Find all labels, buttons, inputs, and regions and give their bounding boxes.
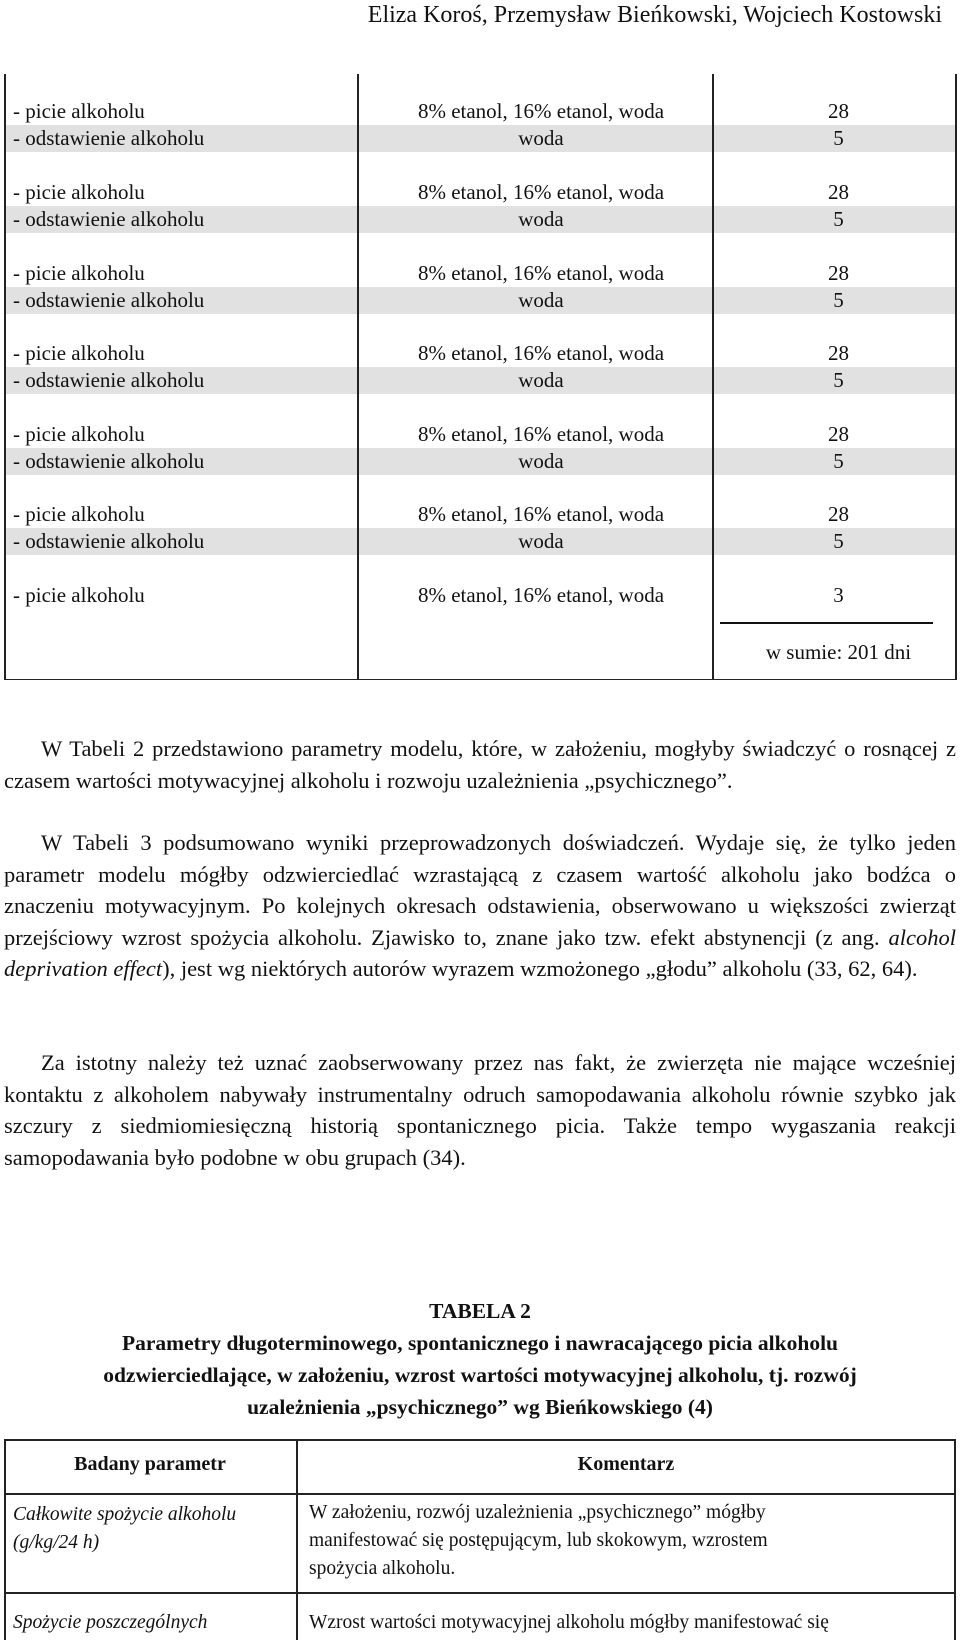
paragraph-text: ), jest wg niektórych autorów wyrazem wzmożonego „głodu” alkoholu (33, 62, 64). [162,956,918,981]
phase-cell: - picie alkoholu [13,583,145,607]
paragraph-text: W Tabeli 3 podsumowano wyniki przeprowadzonych doświadczeń. Wydaje się, że tylko jeden parametr modelu mógłby odzwierciedlać wzrastającą z czasem wartość alkoholu jako bodźca o znaczeniu motywacyjnym. Po kolejnych okresach odstawienia, obserwowano u większości zwierząt przejściowy wzrost spożycia alkoholu. Zjawisko to, znane jako tzw. efekt abstynencji (z ang. [4,830,956,950]
table-title-line: uzależnienia „psychicznego” wg Bieńkowskiego (4) [247,1395,713,1419]
paragraph [4,827,956,985]
parameter-cell: (g/kg/24 h) [13,1532,100,1553]
days-cell: 28 [828,99,849,123]
fluids-cell: woda [518,288,564,312]
fluids-cell: 8% etanol, 16% etanol, woda [417,422,665,446]
days-cell: 5 [833,449,844,473]
phase-cell: - picie alkoholu [13,261,145,285]
phase-cell: - odstawienie alkoholu [13,529,205,553]
fluids-cell: woda [518,449,564,473]
table-header-divider [4,1493,956,1495]
table-row [4,528,957,555]
parameter-cell: Spożycie poszczególnych [13,1612,208,1633]
fluids-cell: woda [518,207,564,231]
parameter-cell: Całkowite spożycie alkoholu [13,1504,237,1525]
table-title-line: odzwierciedlające, w założeniu, wzrost wartości motywacyjnej alkoholu, tj. rozwój [103,1363,857,1387]
table-row [4,260,957,287]
phase-cell: - picie alkoholu [13,422,145,446]
fluids-cell: 8% etanol, 16% etanol, woda [417,341,665,365]
table-row [4,421,957,448]
fluids-cell: 8% etanol, 16% etanol, woda [417,502,665,526]
page-header-authors: Eliza Koroś, Przemysław Bieńkowski, Wojciech Kostowski [367,2,942,28]
days-cell: 5 [833,529,844,553]
days-cell: 28 [828,502,849,526]
fluids-cell: 8% etanol, 16% etanol, woda [417,583,665,607]
table-row [4,179,957,206]
days-cell: 28 [828,180,849,204]
paragraph-italic-term: alcohol deprivation effect [4,924,956,981]
table-border-bottom [4,679,957,681]
days-cell: 5 [833,126,844,150]
days-cell: 3 [833,583,844,607]
table-row [4,582,957,609]
fluids-cell: woda [518,529,564,553]
phase-cell: - odstawienie alkoholu [13,126,205,150]
fluids-cell: 8% etanol, 16% etanol, woda [417,99,665,123]
table-row-divider [4,1592,956,1594]
table-row [4,287,957,314]
phase-cell: - odstawienie alkoholu [13,368,205,392]
comment-cell: Wzrost wartości motywacyjnej alkoholu mógłby manifestować się [309,1612,829,1633]
table-row [4,448,957,475]
paragraph-text: Za istotny należy też uznać zaobserwowany przez nas fakt, że zwierzęta nie mające wcześniej kontaktu z alkoholem nabywały instrumentalny odruch samopodawania alkoholu równie szybko jak szczury z siedmiomiesięczną historią spontanicznego picia. Także tempo wygaszania reakcji samopodawania było podobne w obu grupach (34). [4,1050,956,1170]
phase-cell: - picie alkoholu [13,502,145,526]
days-cell: 5 [833,368,844,392]
table-label: TABELA 2 [429,1299,531,1323]
table-border-right [955,74,957,680]
paragraph [4,733,956,796]
table-column-divider [712,74,714,680]
fluids-cell: woda [518,368,564,392]
table-row [4,340,957,367]
parameters-table [4,1439,956,1640]
table-column-divider [357,74,359,680]
days-cell: 5 [833,288,844,312]
phase-cell: - picie alkoholu [13,180,145,204]
comment-cell: W założeniu, rozwój uzależnienia „psychicznego” mógłby [309,1502,766,1523]
fluids-cell: 8% etanol, 16% etanol, woda [417,261,665,285]
phase-cell: - odstawienie alkoholu [13,449,205,473]
phase-cell: - odstawienie alkoholu [13,207,205,231]
drinking-schedule-table [4,74,957,680]
table-title-line: Parametry długoterminowego, spontanicznego i nawracającego picia alkoholu [121,1331,838,1355]
table-row [4,367,957,394]
comment-cell: spożycia alkoholu. [309,1558,456,1579]
table-row [4,501,957,528]
table-row [4,125,957,152]
days-cell: 5 [833,207,844,231]
column-header-parameter: Badany parametr [74,1453,226,1475]
days-cell: 28 [828,422,849,446]
days-cell: 28 [828,261,849,285]
table-border-left [4,74,6,680]
table-row [4,98,957,125]
paragraph [4,1047,956,1173]
paragraph-text: W Tabeli 2 przedstawiono parametry modelu, które, w założeniu, mogłyby świadczyć o rosnącej z czasem wartości motywacyjnej alkoholu i rozwoju uzależnienia „psychicznego”. [4,736,956,793]
column-header-comment: Komentarz [577,1453,675,1475]
phase-cell: - picie alkoholu [13,99,145,123]
table-border-top [4,1439,956,1441]
fluids-cell: 8% etanol, 16% etanol, woda [417,180,665,204]
phase-cell: - odstawienie alkoholu [13,288,205,312]
table-row [4,206,957,233]
fluids-cell: woda [518,126,564,150]
days-cell: 28 [828,341,849,365]
comment-cell: manifestować się postępującym, lub skokowym, wzrostem [309,1530,768,1551]
sum-rule [720,622,933,624]
total-days: w sumie: 201 dni [765,640,912,664]
phase-cell: - picie alkoholu [13,341,145,365]
